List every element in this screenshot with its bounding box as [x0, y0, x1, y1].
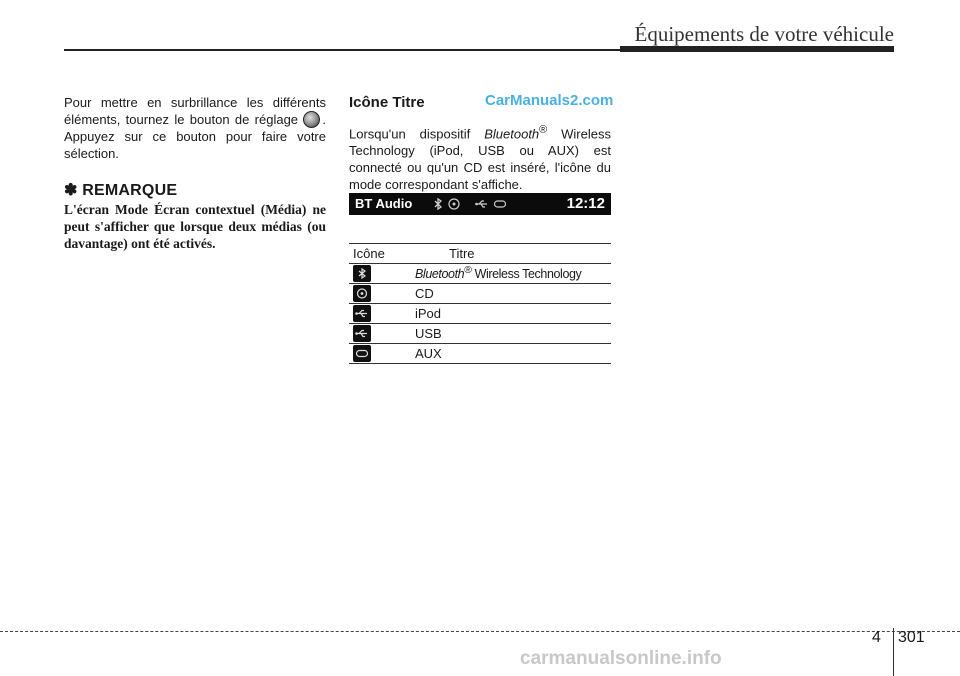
row-brand: Bluetooth — [415, 267, 465, 282]
usb-icon — [353, 325, 371, 342]
cd-icon — [353, 285, 371, 302]
footer-watermark: carmanualsonline.info — [520, 648, 722, 669]
header-rule-accent — [620, 46, 894, 52]
icon-title-table — [349, 243, 611, 364]
page-number-divider — [893, 628, 894, 676]
intro-brand: Bluetooth — [484, 126, 540, 142]
page-header-title: Équipements de votre véhicule — [634, 22, 894, 46]
watermark-link[interactable]: CarManuals2.com — [485, 92, 614, 109]
note-body: L'écran Mode Écran contextuel (Média) ne peut s'afficher que lorsque deux médias (ou davantage) ont été activés. — [64, 202, 326, 251]
note-symbol-icon: ✽ — [64, 182, 78, 199]
row-title: iPod — [409, 304, 611, 324]
col-icon-header: Icône — [349, 244, 409, 264]
bluetooth-icon — [353, 265, 371, 282]
intro-reg: ® — [539, 124, 548, 136]
table-row — [349, 324, 611, 344]
section-intro — [349, 122, 611, 193]
footer-rule — [0, 631, 960, 632]
table-row — [349, 344, 611, 364]
row-title: USB — [409, 324, 611, 344]
left-column — [64, 94, 326, 252]
usb-icon — [475, 197, 489, 211]
intro-text-end: . Appuyez sur ce bouton pour faire votre sélection. — [64, 112, 326, 161]
note-heading — [64, 182, 326, 199]
table-row — [349, 284, 611, 304]
table-header-row — [349, 244, 611, 264]
status-bar-example — [349, 193, 611, 215]
row-reg: ® — [464, 265, 472, 277]
tune-knob-icon — [303, 111, 320, 128]
col-title-header: Titre — [409, 244, 611, 264]
intro-text-1: Lorsqu'un dispositif — [349, 126, 471, 142]
page-number: 301 — [898, 629, 925, 646]
intro-text-start: Pour mettre en surbrillance les différents éléments, tournez le bouton de réglage — [64, 95, 326, 127]
usb-icon — [353, 305, 371, 322]
status-bar-clock: 12:12 — [566, 195, 605, 212]
table-row — [349, 304, 611, 324]
right-column — [349, 92, 614, 361]
chapter-number: 4 — [872, 629, 881, 646]
note-heading-text: REMARQUE — [82, 182, 178, 199]
cd-icon — [447, 197, 461, 211]
intro-paragraph — [64, 94, 326, 162]
section-title: Icône Titre — [349, 94, 425, 111]
bluetooth-icon — [431, 197, 445, 211]
row-title: CD — [409, 284, 611, 304]
row-title: AUX — [409, 344, 611, 364]
status-bar-title: BT Audio — [355, 196, 413, 211]
intro-text-2: Wireless Technology (iPod, USB ou AUX) est connecté ou qu'un CD est inséré, l'icône du mode correspondant s'affiche. — [349, 126, 611, 193]
row-title: Wireless Technology — [471, 267, 582, 282]
aux-icon — [493, 197, 507, 211]
aux-icon — [353, 345, 371, 362]
table-row — [349, 264, 611, 284]
